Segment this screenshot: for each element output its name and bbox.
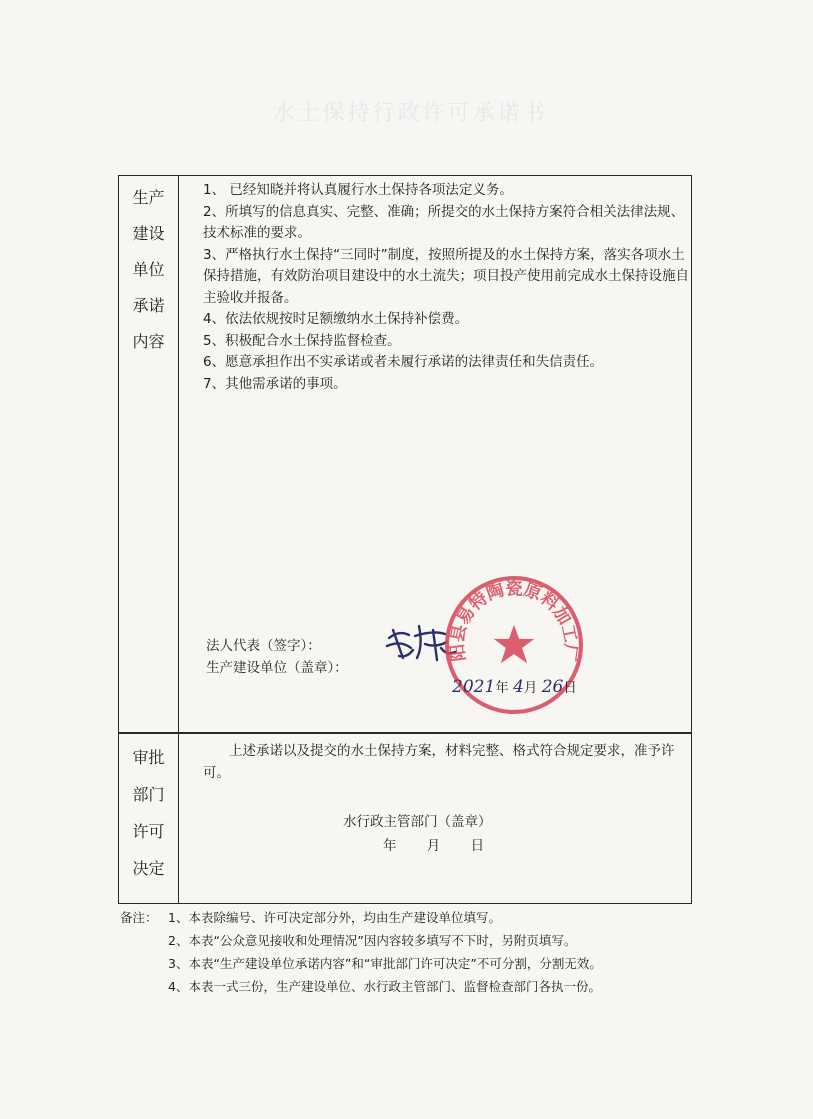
label-line: 生产 <box>132 188 165 207</box>
department-date-label: 年 月 日 <box>383 838 485 854</box>
clause-item: 3、严格执行水土保持“三同时”制度，按照所提及的水土保持方案，落实各项水土保持措施，有效防治项目建设中的水土流失；项目投产使用前完成水土保持设施自主验收并报备。 <box>203 246 689 306</box>
unit-seal-label: 生产建设单位（盖章）： <box>206 660 348 676</box>
remark-item: 4、本表一式三份，生产建设单位、水行政主管部门、监督检查部门各执一份。 <box>168 979 601 994</box>
commitment-clauses <box>203 180 693 395</box>
label-line: 建设 <box>132 224 165 243</box>
clause-item: 2、所填写的信息真实、完整、准确；所提交的水土保持方案符合相关法律法规、技术标准的要求。 <box>203 203 685 241</box>
remark-item: 3、本表“生产建设单位承诺内容”和“审批部门许可决定”不可分割，分割无效。 <box>168 956 602 971</box>
commitment-section-label <box>119 188 178 368</box>
date-year-handwritten: 2021 <box>452 677 496 697</box>
clause-item: 1、 已经知晓并将认真履行水土保持各项法定义务。 <box>203 182 513 198</box>
commitment-form-table <box>118 175 692 904</box>
clause-item: 7、其他需承诺的事项。 <box>203 375 347 392</box>
label-line: 承诺 <box>132 296 165 315</box>
clause-item: 5、积极配合水土保持监督检查。 <box>203 332 401 349</box>
date-day-label: 日 <box>563 680 577 696</box>
clause-item: 4、依法依规按时足额缴纳水土保持补偿费。 <box>203 311 469 327</box>
label-line: 许可 <box>132 822 165 841</box>
clause-item: 6、愿意承担作出不实承诺或者未履行承诺的法律责任和失信责任。 <box>203 354 604 370</box>
approval-decision-text: 上述承诺以及提交的水土保持方案，材料完整、格式符合规定要求，准予许可。 <box>203 743 675 781</box>
date-year-label: 年 <box>495 680 509 696</box>
remark-line <box>120 906 720 929</box>
seal-text: 阳县易特陶瓷原料加工厂 <box>447 579 581 663</box>
label-line: 部门 <box>132 785 165 804</box>
faint-bleedthrough-title: 水土保持行政许可承诺书 <box>272 101 548 126</box>
department-seal-label: 水行政主管部门（盖章） <box>343 814 492 830</box>
label-line: 内容 <box>132 332 165 351</box>
signing-date <box>452 676 577 697</box>
remark-item: 2、本表“公众意见接收和处理情况”因内容较多填写不下时，另附页填写。 <box>168 933 577 948</box>
label-line: 单位 <box>132 260 165 279</box>
date-month-handwritten: 4 <box>513 677 524 697</box>
remark-item: 1、本表除编号、许可决定部分外，均由生产建设单位填写。 <box>168 910 501 925</box>
legal-rep-signature-label: 法人代表（签字）： <box>206 638 321 654</box>
remarks-section <box>120 906 720 998</box>
label-line: 决定 <box>132 859 165 878</box>
label-line: 审批 <box>132 748 165 767</box>
date-month-label: 月 <box>523 680 538 696</box>
approval-section-label <box>119 748 178 896</box>
date-day-handwritten: 26 <box>541 677 564 697</box>
section-divider <box>119 732 691 734</box>
remarks-prefix: 备注： <box>120 910 158 925</box>
column-divider <box>178 176 179 903</box>
